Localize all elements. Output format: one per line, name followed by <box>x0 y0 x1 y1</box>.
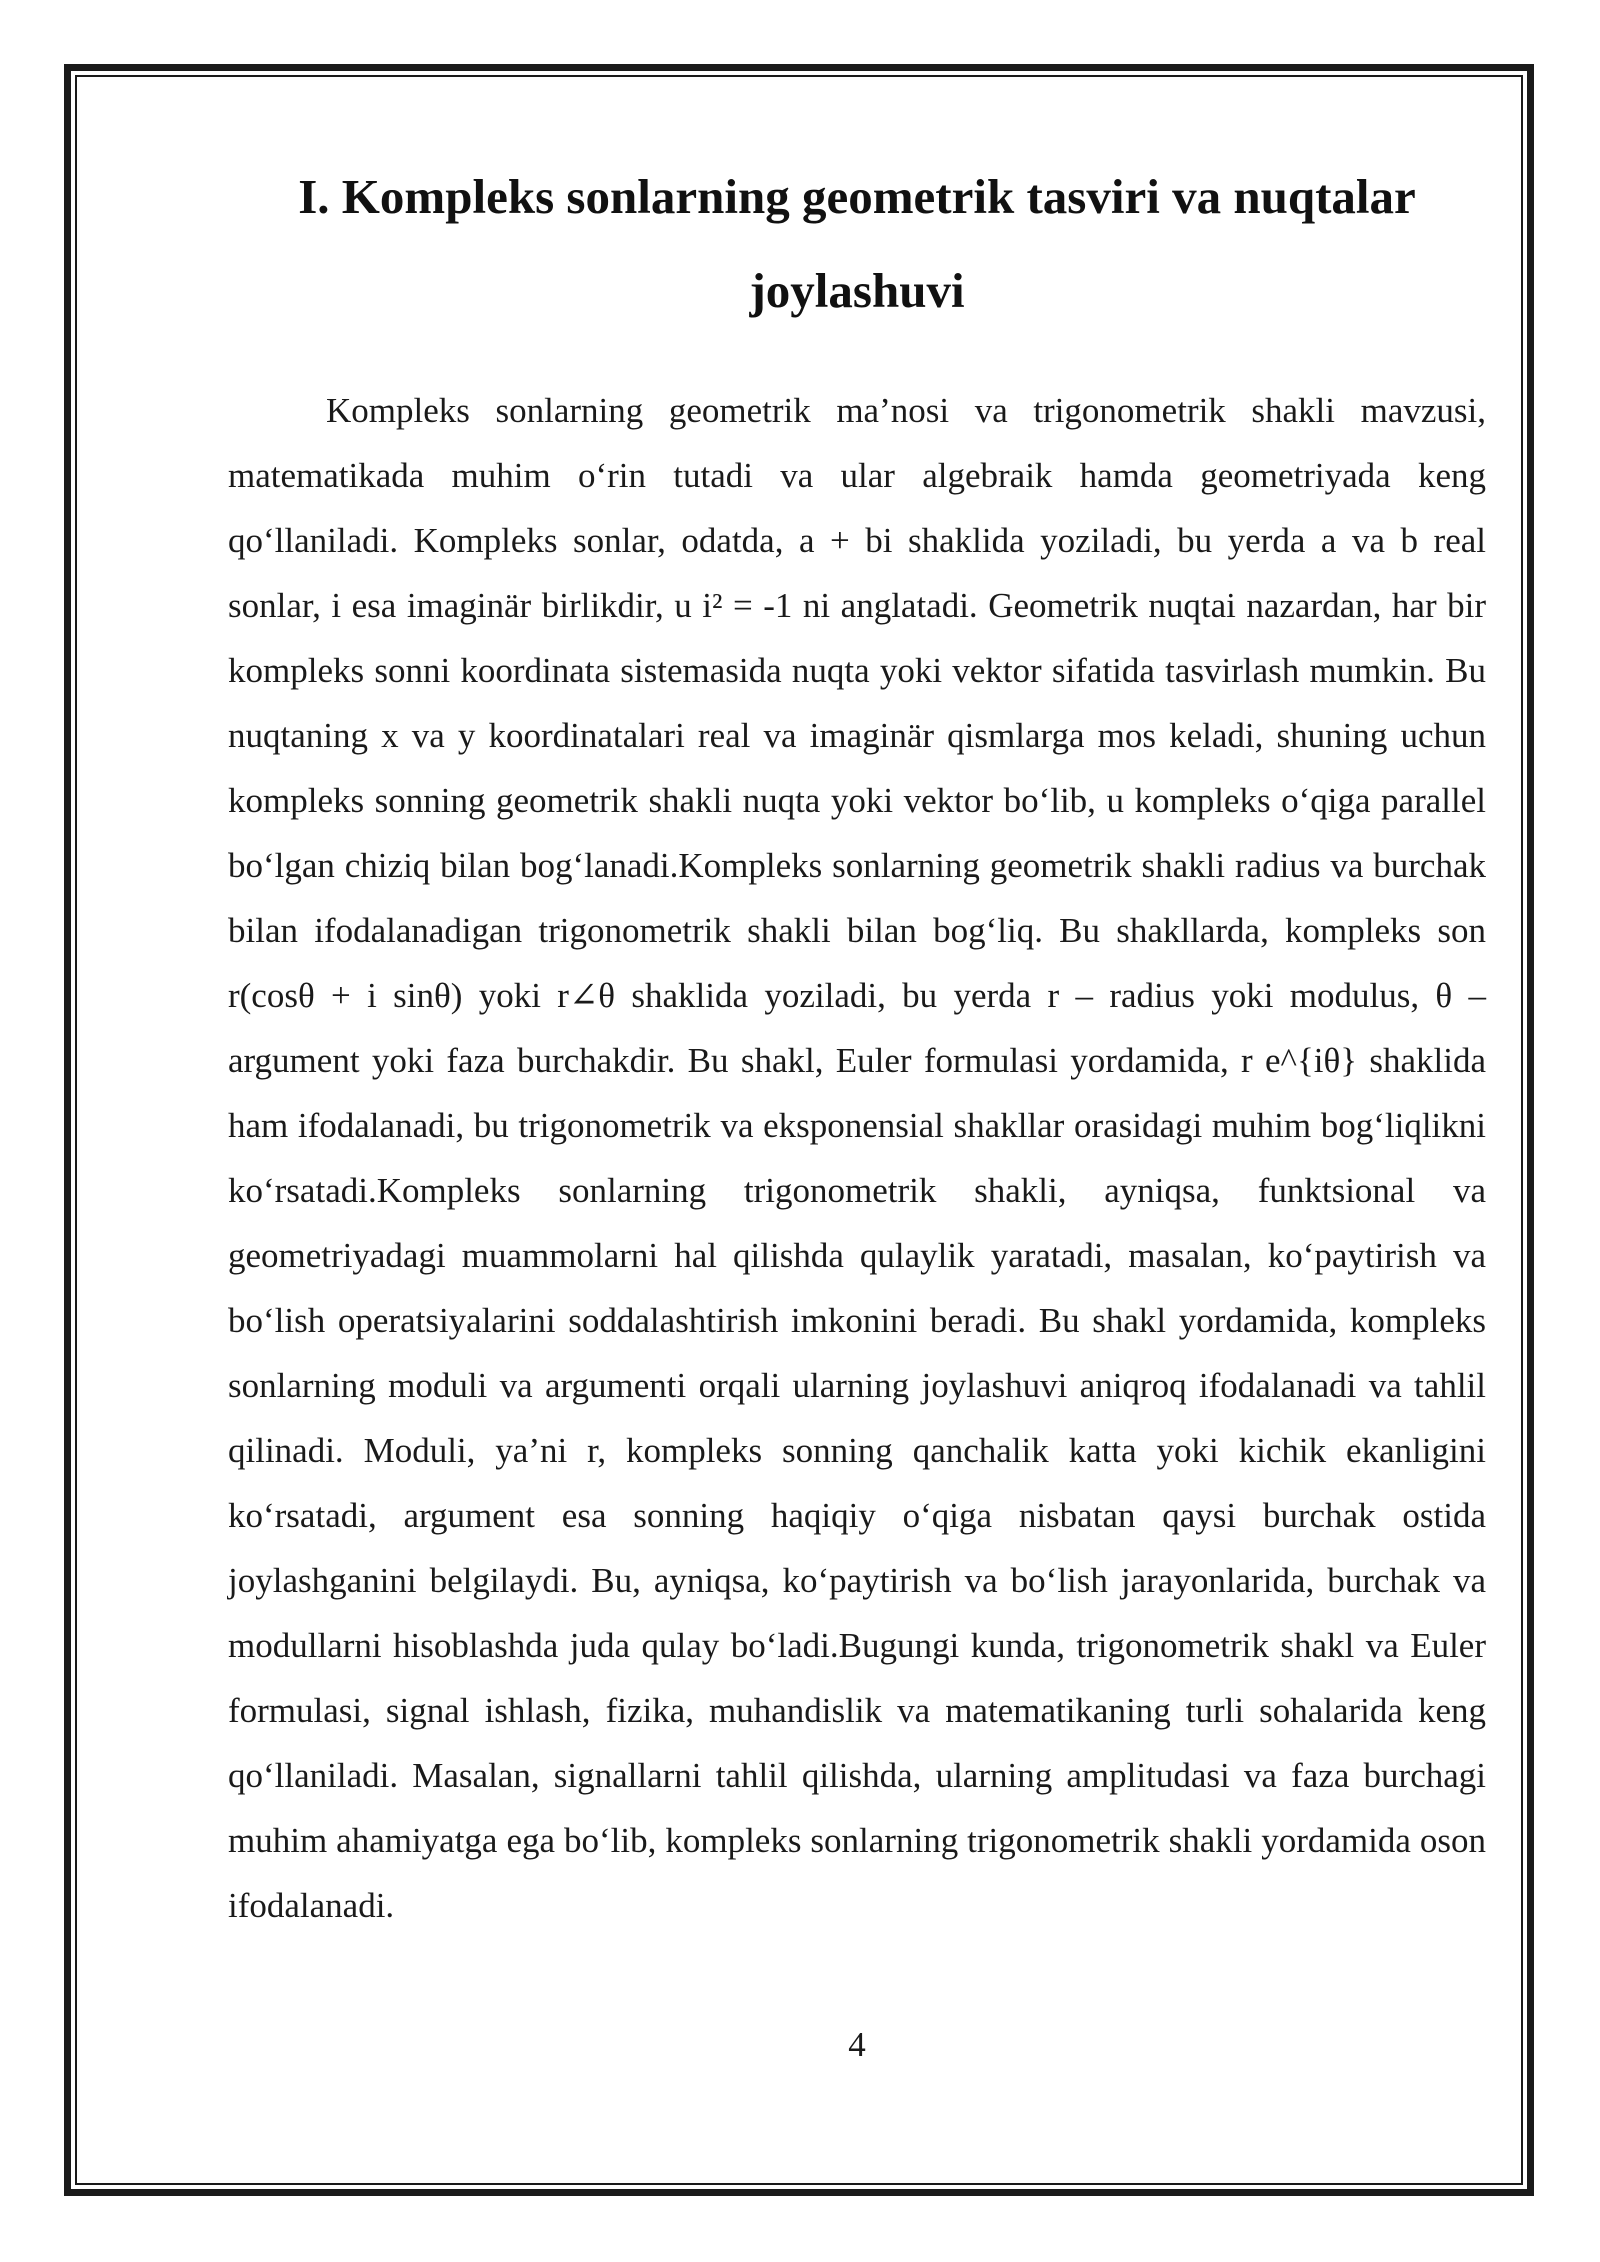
section-title: I. Kompleks sonlarning geometrik tasviri va nuqtalar joylashuvi <box>298 169 1416 318</box>
page-content <box>228 150 1486 2064</box>
body-paragraph: Kompleks sonlarning geometrik ma’nosi va trigonometrik shakli mavzusi, matematikada muhim o‘rin tutadi va ular algebraik hamda geometriyada keng qo‘llaniladi. Kompleks sonlar, odatda, a + bi shaklida yoziladi, bu yerda a va b real sonlar, i esa imaginär birlikdir, u i² = -1 ni anglatadi. Geometrik nuqtai nazardan, har bir kompleks sonni koordinata sistemasida nuqta yoki vektor sifatida tasvirlash mumkin. Bu nuqtaning x va y koordinatalari real va imaginär qismlarga mos keladi, shuning uchun kompleks sonning geometrik shakli nuqta yoki vektor bo‘lib, u kompleks o‘qiga parallel bo‘lgan chiziq bilan bog‘lanadi.Kompleks sonlarning geometrik shakli radius va burchak bilan ifodalanadigan trigonometrik shakli bilan bog‘liq. Bu shakllarda, kompleks son r(cosθ + i sinθ) yoki r∠θ shaklida yoziladi, bu yerda r – radius yoki modulus, θ – argument yoki faza burchakdir. Bu shakl, Euler formulasi yordamida, r e^{iθ} shaklida ham ifodalanadi, bu trigonometrik va eksponensial shakllar orasidagi muhim bog‘liqlikni ko‘rsatadi.Kompleks sonlarning trigonometrik shakli, ayniqsa, funktsional va geometriyadagi muammolarni hal qilishda qulaylik yaratadi, masalan, ko‘paytirish va bo‘lish operatsiyalarini soddalashtirish imkonini beradi. Bu shakl yordamida, kompleks sonlarning moduli va argumenti orqali ularning joylashuvi aniqroq ifodalanadi va tahlil qilinadi. Moduli, ya’ni r, kompleks sonning qanchalik katta yoki kichik ekanligini ko‘rsatadi, argument esa sonning haqiqiy o‘qiga nisbatan qaysi burchak ostida joylashganini belgilaydi. Bu, ayniqsa, ko‘paytirish va bo‘lish jarayonlarida, burchak va modullarni hisoblashda juda qulay bo‘ladi.Bugungi kunda, trigonometrik shakl va Euler formulasi, signal ishlash, fizika, muhandislik va matematikaning turli sohalarida keng qo‘llaniladi. Masalan, signallarni tahlil qilishda, ularning amplitudasi va faza burchagi muhim ahamiyatga ega bo‘lib, kompleks sonlarning trigonometrik shakli yordamida oson ifodalanadi. <box>228 391 1486 1925</box>
page-number: 4 <box>848 2025 866 2064</box>
